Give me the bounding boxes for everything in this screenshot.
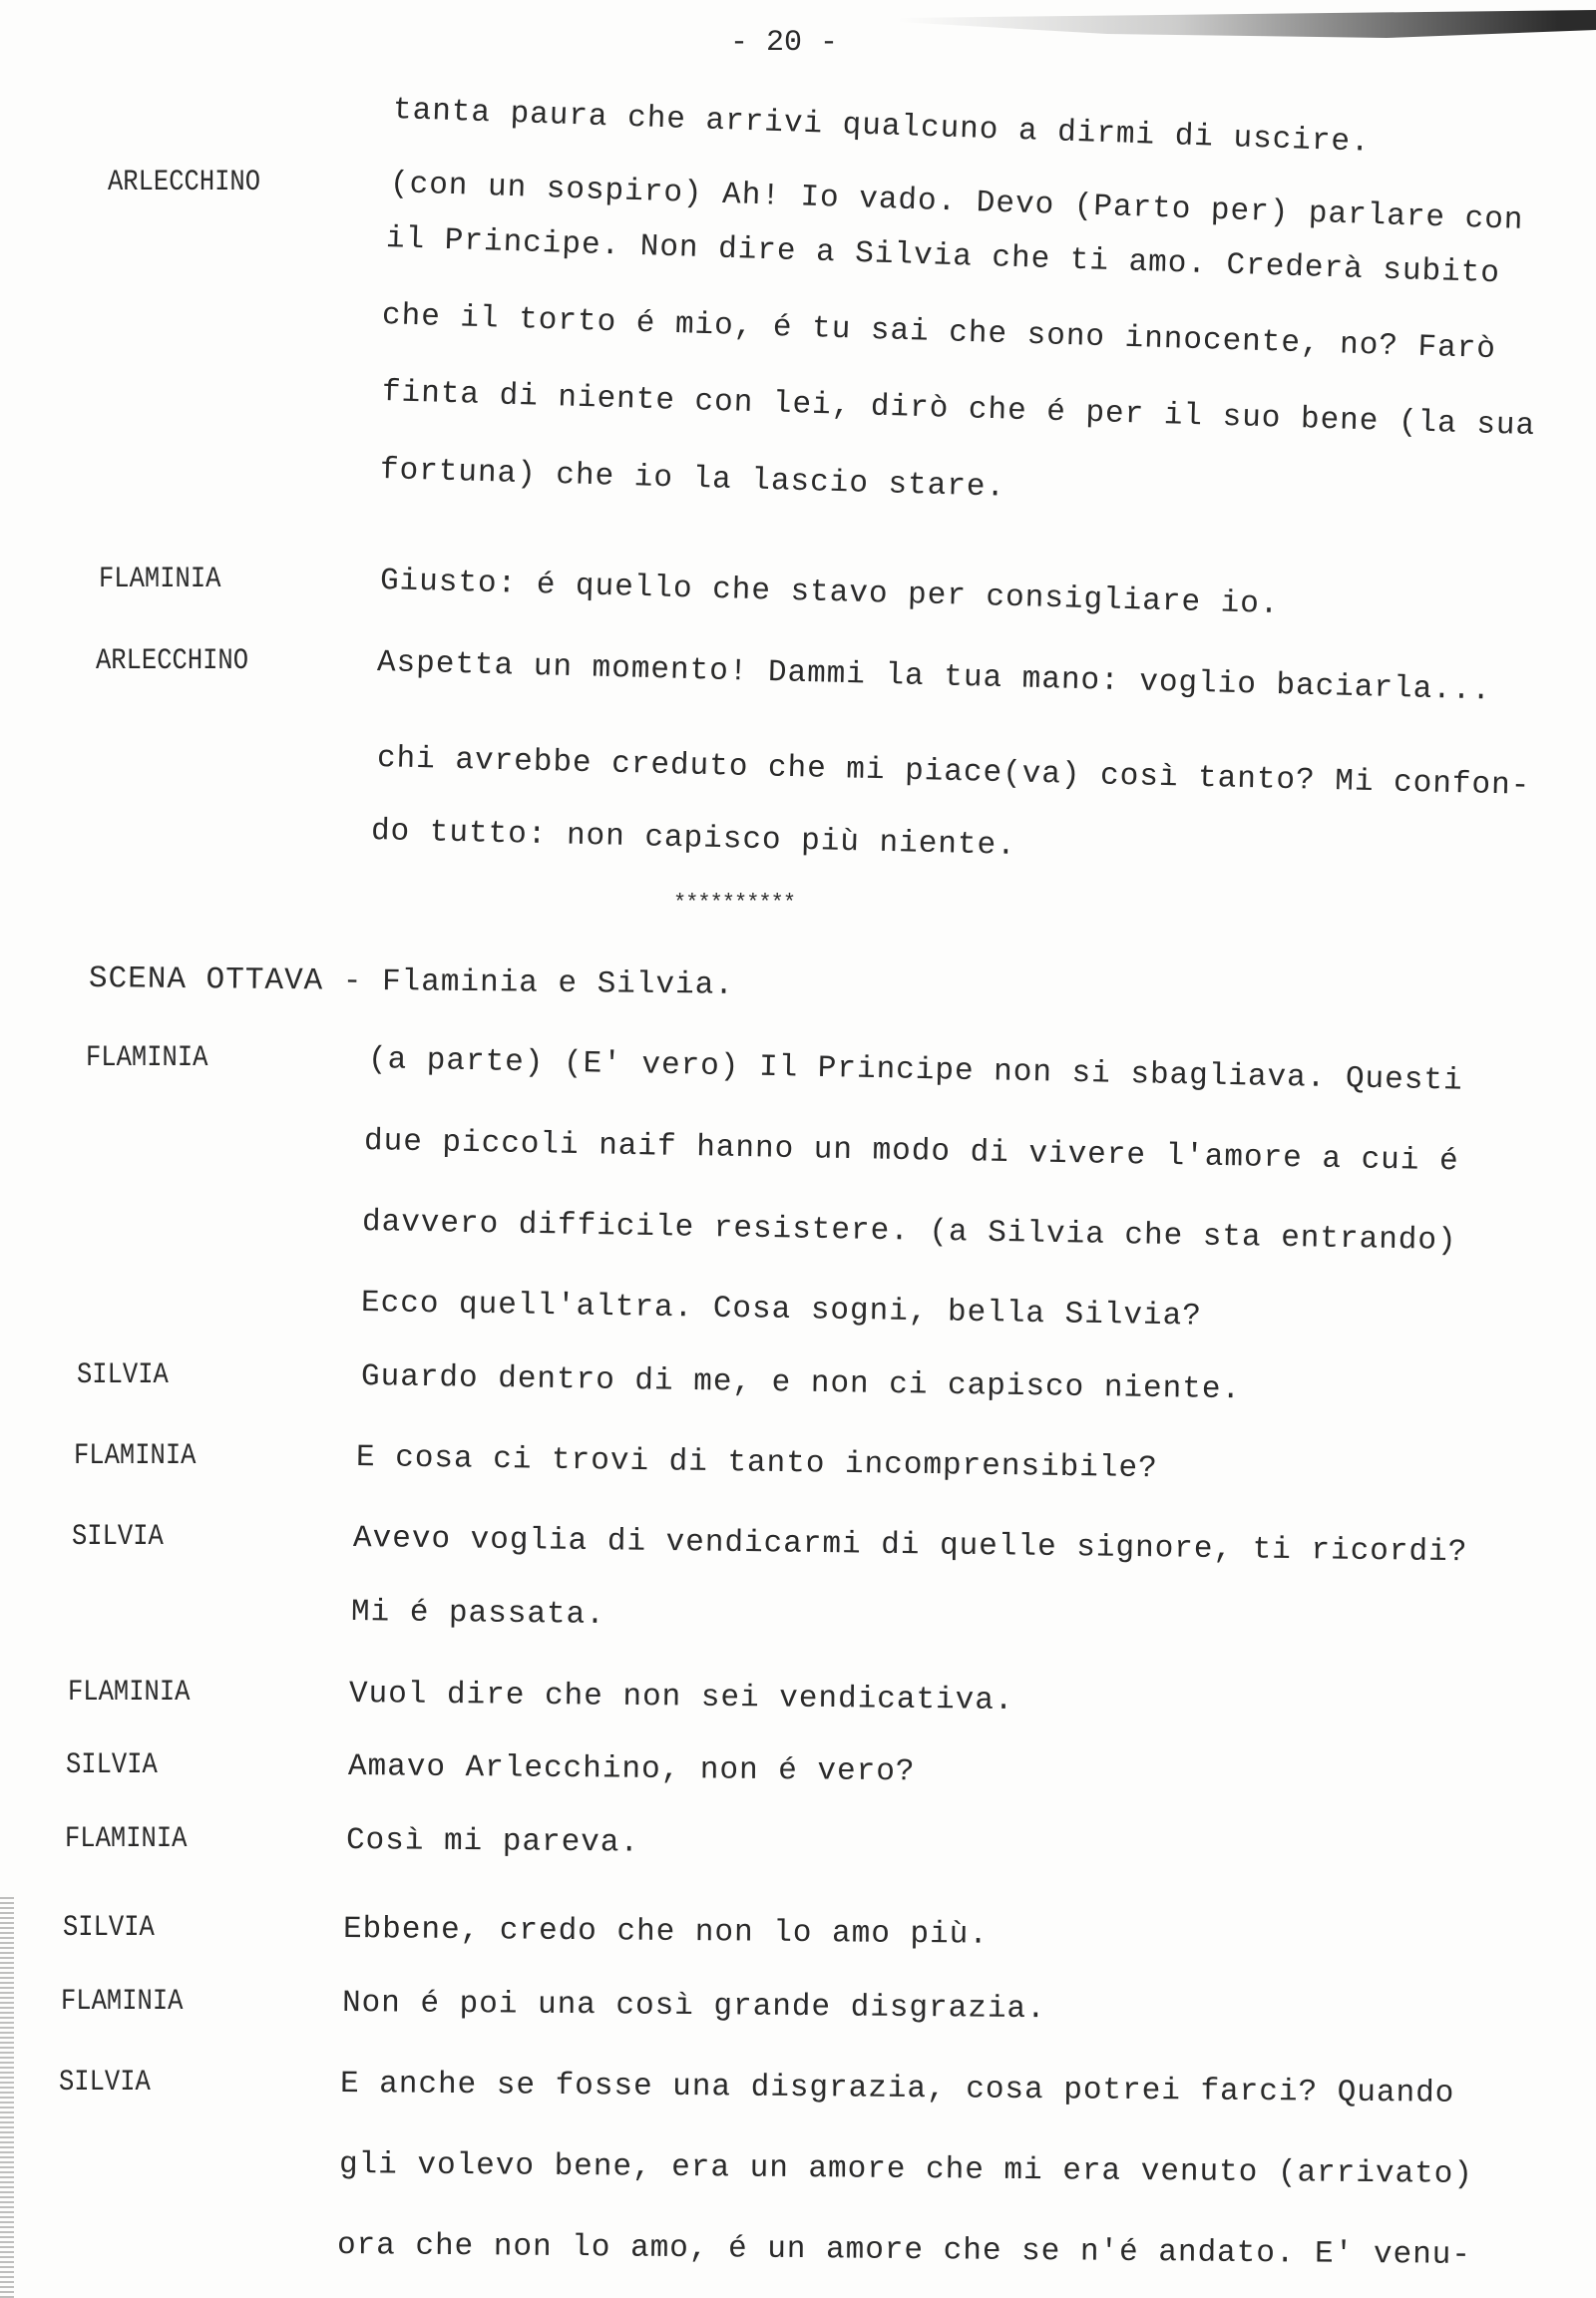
dialogue-line: che il torto é mio, é tu sai che sono innocente, no? Farò bbox=[381, 298, 1497, 368]
dialogue-line: Avevo voglia di vendicarmi di quelle signore, ti ricordi? bbox=[352, 1521, 1468, 1571]
dialogue-line: Aspetta un momento! Dammi la tua mano: voglio baciarla... bbox=[376, 645, 1492, 709]
dialogue-line: ora che non lo amo, é un amore che se n'é andato. E' venu- bbox=[336, 2228, 1472, 2273]
dialogue-line: Mi é passata. bbox=[350, 1595, 606, 1633]
dialogue-line: il Principe. Non dire a Silvia che ti amo. Crederà subito bbox=[385, 221, 1501, 292]
dialogue-line: E anche se fosse una disgrazia, cosa potrei farci? Quando bbox=[339, 2067, 1455, 2111]
scan-edge-speckle bbox=[0, 1895, 14, 2298]
dialogue-line: Giusto: é quello che stavo per consigliare io. bbox=[379, 564, 1280, 623]
dialogue-line: Ecco quell'altra. Cosa sogni, bella Silvia? bbox=[360, 1286, 1203, 1335]
dialogue-line: due piccoli naif hanno un modo di vivere l'amore a cui é bbox=[363, 1124, 1459, 1180]
scan-smudge bbox=[898, 10, 1596, 50]
dialogue-line: (a parte) (E' vero) Il Principe non si sbagliava. Questi bbox=[367, 1042, 1463, 1099]
speaker-name: SILVIA bbox=[63, 1911, 155, 1945]
dialogue-line: fortuna) che io la lascio stare. bbox=[379, 453, 1006, 506]
dialogue-line: Ebbene, credo che non lo amo più. bbox=[342, 1912, 990, 1953]
dialogue-line: davvero difficile resistere. (a Silvia che sta entrando) bbox=[361, 1205, 1457, 1259]
speaker-name: SILVIA bbox=[59, 2066, 151, 2100]
scene-heading: SCENA OTTAVA - Flaminia e Silvia. bbox=[88, 961, 735, 1003]
dialogue-line: E cosa ci trovi di tanto incomprensibile? bbox=[355, 1440, 1158, 1487]
dialogue-line: gli volevo bene, era un amore che mi era venuto (arrivato) bbox=[338, 2147, 1474, 2192]
speaker-name: FLAMINIA bbox=[68, 1676, 191, 1710]
speaker-name: ARLECCHINO bbox=[108, 166, 261, 199]
dialogue-line: chi avrebbe creduto che mi piace(va) così tanto? Mi confon- bbox=[376, 741, 1531, 804]
dialogue-line: finta di niente con lei, dirò che é per il suo bene (la sua bbox=[381, 375, 1536, 445]
dialogue-line: Così mi pareva. bbox=[345, 1823, 640, 1861]
dialogue-line: Amavo Arlecchino, non é vero? bbox=[347, 1749, 916, 1790]
dialogue-line: tanta paura che arrivi qualcuno a dirmi di uscire. bbox=[392, 93, 1372, 161]
scene-separator: ********** bbox=[673, 891, 796, 916]
speaker-name: FLAMINIA bbox=[99, 563, 221, 596]
page-number: - 20 - bbox=[730, 26, 839, 60]
dialogue-line: Guardo dentro di me, e non ci capisco niente. bbox=[360, 1359, 1242, 1408]
speaker-name: SILVIA bbox=[77, 1358, 169, 1392]
speaker-name: FLAMINIA bbox=[74, 1439, 197, 1473]
dialogue-line: do tutto: non capisco più niente. bbox=[370, 814, 1017, 864]
speaker-name: SILVIA bbox=[66, 1748, 158, 1782]
speaker-name: FLAMINIA bbox=[86, 1041, 208, 1075]
speaker-name: ARLECCHINO bbox=[96, 644, 249, 678]
speaker-name: SILVIA bbox=[72, 1520, 164, 1554]
dialogue-line: Vuol dire che non sei vendicativa. bbox=[348, 1677, 1014, 1719]
speaker-name: FLAMINIA bbox=[61, 1985, 184, 2019]
dialogue-line: (con un sospiro) Ah! Io vado. Devo (Parto per) parlare con bbox=[389, 167, 1524, 238]
speaker-name: FLAMINIA bbox=[65, 1822, 188, 1856]
dialogue-line: Non é poi una così grande disgrazia. bbox=[341, 1986, 1046, 2028]
